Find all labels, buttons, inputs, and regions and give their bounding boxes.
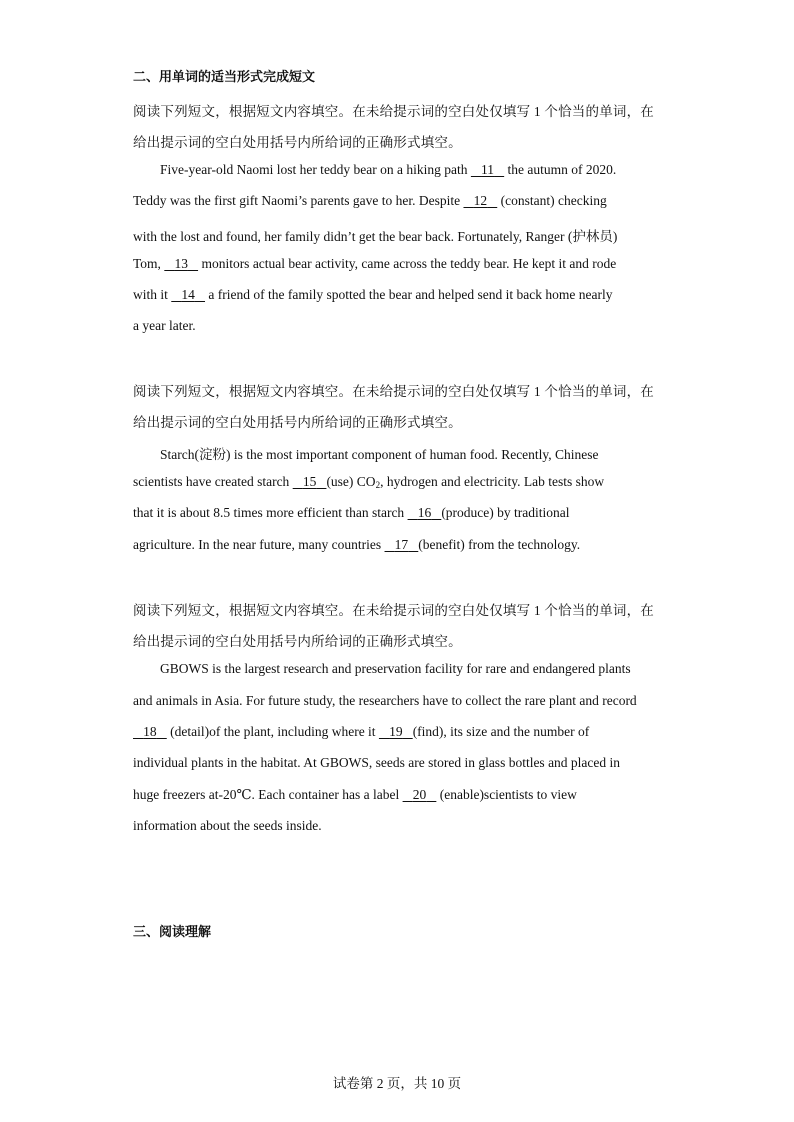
passage-line: information about the seeds inside. [133, 818, 322, 833]
passage-line: with it 14 a friend of the family spotted the bear and helped send it back home nearly [133, 287, 613, 302]
passage-line: Teddy was the first gift Naomi’s parents gave to her. Despite 12 (constant) checking [133, 193, 607, 208]
section-heading: 三、阅读理解 [133, 925, 212, 940]
instruction-line: 给出提示词的空白处用括号内所给词的正确形式填空。 [133, 135, 462, 150]
passage-line: with the lost and found, her family didn’t get the bear back. Fortunately, Ranger (护林员) [133, 229, 618, 244]
section-heading: 二、用单词的适当形式完成短文 [133, 70, 316, 85]
passage-line: Starch(淀粉) is the most important component of human food. Recently, Chinese [160, 447, 599, 462]
passage-line: 18 (detail)of the plant, including where it 19 (find), its size and the number of [133, 724, 663, 740]
instruction-line: 阅读下列短文，根据短文内容填空。在未给提示词的空白处仅填写 1 个恰当的单词，在 [133, 104, 654, 119]
passage-line: individual plants in the habitat. At GBOWS, seeds are stored in glass bottles and placed in [133, 755, 621, 770]
blank-14[interactable]: 14 [181, 287, 195, 302]
passage-line: Five-year-old Naomi lost her teddy bear on a hiking path 11 the autumn of 2020. [160, 162, 617, 177]
blank-11[interactable]: 11 [481, 162, 495, 177]
page-footer: 试卷第 2 页，共 10 页 [332, 1076, 462, 1091]
instruction-line: 阅读下列短文，根据短文内容填空。在未给提示词的空白处仅填写 1 个恰当的单词，在 [133, 384, 654, 399]
blank-17[interactable]: 17 [394, 537, 409, 552]
blank-20[interactable]: 20 [412, 787, 427, 802]
passage-line: GBOWS is the largest research and preservation facility for rare and endangered plants [160, 661, 631, 676]
passage-line: a year later. [133, 318, 196, 333]
passage-line: that it is about 8.5 times more efficient than starch 16 (produce) by traditional [133, 505, 570, 520]
instruction-line: 给出提示词的空白处用括号内所给词的正确形式填空。 [133, 634, 462, 649]
instruction-line: 给出提示词的空白处用括号内所给词的正确形式填空。 [133, 415, 462, 430]
blank-13[interactable]: 13 [174, 256, 188, 271]
blank-15[interactable]: 15 [302, 474, 317, 489]
instruction-line: 阅读下列短文，根据短文内容填空。在未给提示词的空白处仅填写 1 个恰当的单词，在 [133, 603, 654, 618]
passage-line: agriculture. In the near future, many countries 17 (benefit) from the technology. [133, 537, 581, 552]
blank-12[interactable]: 12 [473, 193, 488, 208]
blank-18[interactable]: 18 [143, 724, 157, 739]
blank-19[interactable]: 19 [389, 724, 403, 739]
passage-line: Tom, 13 monitors actual bear activity, came across the teddy bear. He kept it and rode [133, 256, 617, 271]
blank-16[interactable]: 16 [417, 505, 432, 520]
passage-line: scientists have created starch 15 (use) $CO_2$, hydrogen and electricity. Lab tests show [133, 474, 605, 490]
passage-line: huge freezers at-20℃. Each container has a label 20 (enable)scientists to view [133, 787, 577, 802]
passage-line: and animals in Asia. For future study, the researchers have to collect the rare plant and record [133, 693, 637, 708]
